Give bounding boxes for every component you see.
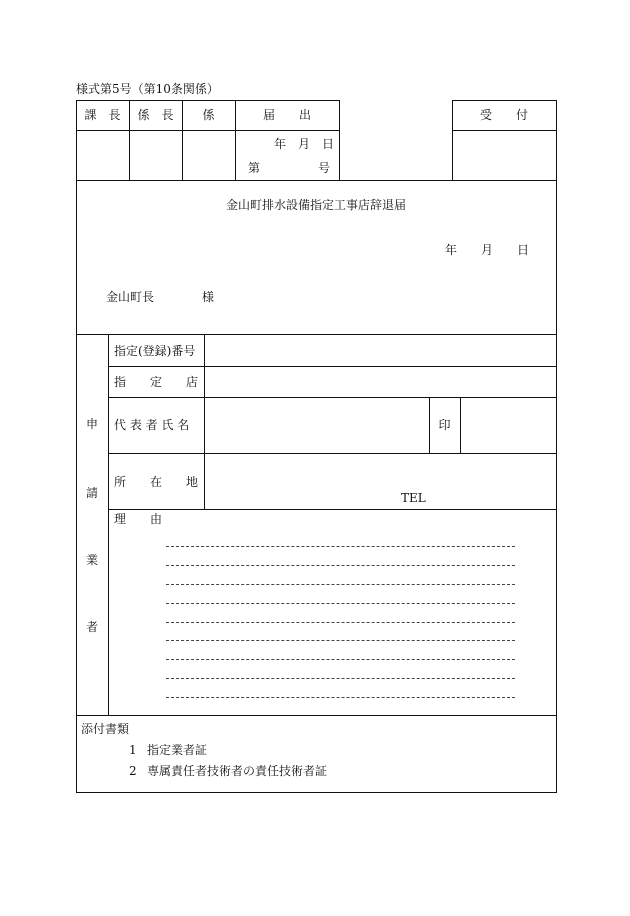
side-label-char: 申 <box>85 417 98 431</box>
registration-number-field[interactable] <box>206 337 554 364</box>
attachment-number: 2 <box>129 764 137 778</box>
address-field[interactable] <box>206 455 554 507</box>
date-year: 年 <box>445 243 458 257</box>
registration-number-label: 指定(登録)番号 <box>114 344 196 358</box>
date-month: 月 <box>481 243 494 257</box>
date-day: 日 <box>517 243 530 257</box>
honorific: 様 <box>202 290 215 304</box>
seal-label: 印 <box>438 418 451 432</box>
notification-label: 届 出 <box>262 108 311 122</box>
attachment-number: 1 <box>129 743 137 757</box>
shop-field[interactable] <box>206 368 554 395</box>
sub-chief-label: 係 長 <box>137 108 174 122</box>
tel-label: TEL <box>401 491 426 505</box>
side-label-char: 業 <box>85 553 98 567</box>
side-label-char: 者 <box>85 620 98 634</box>
notification-no-prefix: 第 <box>248 161 261 175</box>
document-title: 金山町排水設備指定工事店辞退届 <box>225 198 406 212</box>
seal-field[interactable] <box>462 399 554 451</box>
notification-date: 年 月 日 <box>274 137 335 151</box>
attachments-heading: 添付書類 <box>81 722 130 736</box>
notification-no-suffix: 号 <box>318 161 331 175</box>
reason-label: 理 由 <box>114 512 163 526</box>
shop-label: 指 定 店 <box>114 375 199 389</box>
representative-label: 代 表 者 氏 名 <box>114 418 190 432</box>
form-number: 様式第5号（第10条関係） <box>76 82 219 96</box>
representative-field[interactable] <box>206 399 427 451</box>
attachment-text: 指定業者証 <box>147 743 208 757</box>
address-label: 所 在 地 <box>114 475 199 489</box>
addressee: 金山町長 <box>106 290 155 304</box>
attachment-text: 専属責任者技術者の責任技術者証 <box>147 764 328 778</box>
staff-label: 係 <box>202 108 215 122</box>
section-chief-label: 課 長 <box>84 108 121 122</box>
reception-label: 受 付 <box>479 108 528 122</box>
side-label-char: 請 <box>85 486 98 500</box>
